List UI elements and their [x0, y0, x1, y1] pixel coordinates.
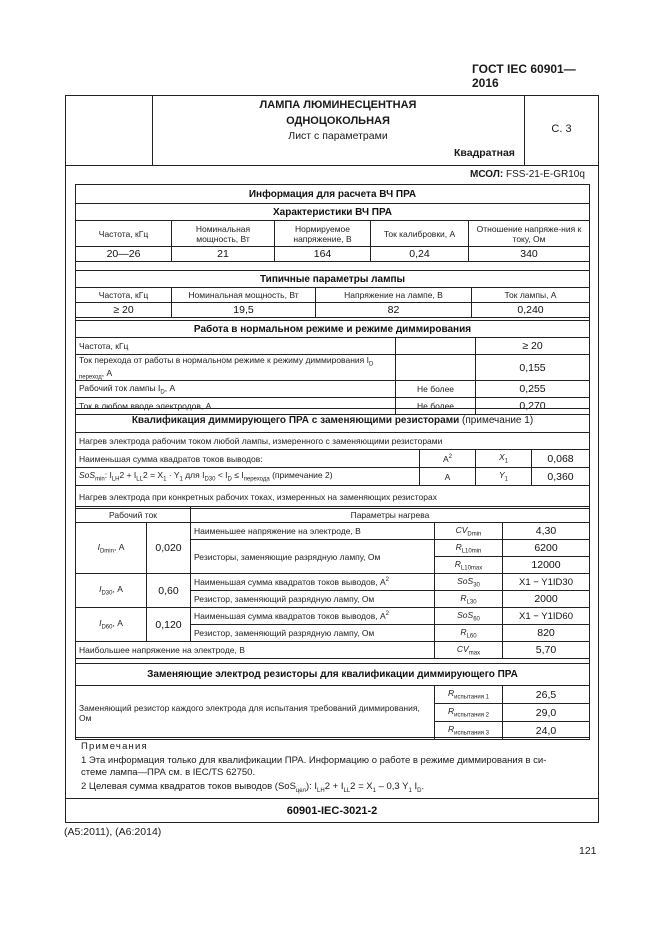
typ-col-frequency: Частота, кГц — [76, 288, 172, 303]
current-idmin-label: $I_{Dmin}$, А — [76, 523, 147, 574]
val-rl10max: 12000 — [503, 557, 590, 574]
sym-r-test3: $R_{испытания 3}$ — [435, 722, 503, 740]
nm-qual-frequency — [396, 338, 476, 355]
heating-col-params: Параметры нагрева — [191, 507, 590, 523]
val-r-test2: 29,0 — [503, 704, 590, 722]
hf-val-voltage: 164 — [275, 247, 371, 262]
max-voltage-desc: Наибольшее напряжение на электроде, В — [76, 642, 435, 659]
sym-rl10min: $R_{L10min}$ — [435, 540, 503, 557]
val-rl10min: 6200 — [503, 540, 590, 557]
hf-col-ratio: Отношение напряже-ния к току, Ом — [469, 221, 590, 247]
typ-val-frequency: ≥ 20 — [76, 303, 172, 318]
val-cvdmin: 4,30 — [503, 523, 590, 540]
unit-a2: $А^2$ — [420, 450, 476, 468]
x1-symbol: $X_1$ — [476, 450, 532, 468]
hf-info-table — [75, 184, 590, 262]
typ-col-voltage: Напряжение на лампе, В — [316, 288, 472, 303]
y1-value: 0,360 — [532, 468, 590, 486]
hf-col-calibration: Ток калибровки, А — [371, 221, 469, 247]
sym-rl60: $R_{L60}$ — [435, 625, 503, 642]
sheet-number: 60901-IEC-3021-2 — [286, 805, 378, 817]
qualification-title: Квалификация диммирующего ПРА с заменяющими резисторами (примечание 1) — [76, 409, 590, 433]
val-rl60: 820 — [503, 625, 590, 642]
heat-desc-rl60: Резистор, заменяющий разрядную лампу, Ом — [191, 625, 435, 642]
val-cvmax: 5,70 — [503, 642, 590, 659]
val-r-test1: 26,5 — [503, 686, 590, 704]
note-2: 2 Целевая сумма квадратов токов выводов (SoS$_{цел}$): $I_{LH}2 + I_{LL}2 = X_1 - 0,3$ $Y_1$ $I_D$. — [81, 781, 425, 794]
nm-val-electrode: 0,270 — [476, 398, 590, 415]
nm-qual-operating: Не более — [396, 381, 476, 398]
heat-desc-cvdmin: Наименьшее напряжение на электроде, В — [191, 523, 435, 540]
current-id30-value: 0,60 — [147, 574, 191, 608]
typ-col-current: Ток лампы, А — [472, 288, 590, 303]
nm-label-transition: Ток перехода от работы в нормальном режиме к режиму диммирования $I_{D переход}$, А — [76, 355, 396, 381]
typical-title: Типичные параметры лампы — [76, 271, 590, 288]
nm-label-electrode: Ток в любом вводе электродов, А — [76, 398, 396, 415]
nm-val-frequency: ≥ 20 — [476, 338, 590, 355]
heat-desc-sos30: Наименьшая сумма квадратов токов выводов, $А^2$ — [191, 574, 435, 591]
heating-table — [75, 506, 590, 659]
current-idmin-value: 0,020 — [147, 523, 191, 574]
sym-cvdmin: $CV_{Dmin}$ — [435, 523, 503, 540]
notes-heading: Примечания — [81, 741, 148, 752]
normal-mode-table — [75, 320, 590, 415]
val-r-test3: 24,0 — [503, 722, 590, 740]
nm-qual-electrode: Не более — [396, 398, 476, 415]
current-id30-label: $I_{D30}$, А — [76, 574, 147, 608]
msol-code — [470, 169, 585, 180]
page-ref: С. 3 — [551, 123, 572, 135]
current-id60-value: 0,120 — [147, 608, 191, 642]
val-rl30: 2000 — [503, 591, 590, 608]
heat-all-lamps: Нагрев электрода рабочим током любой лампы, измеренного с заменяющими резисторами — [76, 433, 590, 450]
heat-specific-currents: Нагрев электрода при конкретных рабочих токах, измеренных на заменяющих резисторах — [76, 486, 590, 509]
nm-val-transition: 0,155 — [476, 355, 590, 381]
hf-col-frequency: Частота, кГц — [76, 221, 172, 247]
nm-label-frequency: Частота, кГц — [76, 338, 396, 355]
hf-val-power: 21 — [172, 247, 275, 262]
hf-info-subtitle: Характеристики ВЧ ПРА — [76, 204, 590, 221]
typ-col-power: Номинальная мощность, Вт — [172, 288, 316, 303]
replacing-table — [75, 663, 590, 740]
sym-sos30: SoS$_{30}$ — [435, 574, 503, 591]
heating-col-current: Рабочий ток — [76, 507, 191, 523]
hf-val-frequency: 20—26 — [76, 247, 172, 262]
val-sos30: X1 − Y1ID30 — [503, 574, 590, 591]
normal-mode-title: Работа в нормальном режиме и режиме диммирования — [76, 321, 590, 338]
hf-col-power: Номинальная мощность, Вт — [172, 221, 275, 247]
min-sum-label: Наименьшая сумма квадратов токов выводов: — [76, 450, 420, 468]
standard-number: ГОСТ IEC 60901—2016 — [472, 62, 576, 90]
amendments: (A5:2011), (A6:2014) — [64, 826, 162, 838]
unit-a: А — [420, 468, 476, 486]
shape-label: Квадратная — [454, 147, 515, 159]
sos-min-formula: SoS$_{min}$: $I_{LH}2 + I_{LL}2 = X_1 \cdot Y_1$ для $I_{D30} < I_D \le I_{перехода}$ (примечание 2) — [76, 468, 420, 486]
sym-sos60: SoS$_{60}$ — [435, 608, 503, 625]
replacing-title: Заменяющие электрод резисторы для квалификации диммирующего ПРА — [76, 664, 590, 686]
hf-val-ratio: 340 — [469, 247, 590, 262]
val-sos60: X1 − Y1ID60 — [503, 608, 590, 625]
hf-col-voltage: Нормируемое напряжение, В — [275, 221, 371, 247]
heat-desc-rl10: Резисторы, заменяющие разрядную лампу, Ом — [191, 540, 435, 574]
nm-label-operating: Рабочий ток лампы $I_D$, А — [76, 381, 396, 398]
title-line3: Лист с параметрами — [288, 130, 388, 142]
qualification-table — [75, 408, 590, 509]
title-line1: ЛАМПА ЛЮМИНЕСЦЕНТНАЯ — [259, 99, 417, 111]
x1-value: 0,068 — [532, 450, 590, 468]
hf-val-calibration: 0,24 — [371, 247, 469, 262]
y1-symbol: $Y_1$ — [476, 468, 532, 486]
nm-val-operating: 0,255 — [476, 381, 590, 398]
sym-cvmax: $CV_{max}$ — [435, 642, 503, 659]
msol-label: МСОЛ: — [470, 169, 504, 180]
sym-rl10max: $R_{L10max}$ — [435, 557, 503, 574]
sym-r-test1: $R_{испытания 1}$ — [435, 686, 503, 704]
heat-desc-rl30: Резистор, заменяющий разрядную лампу, Ом — [191, 591, 435, 608]
nm-qual-transition — [396, 355, 476, 381]
typ-val-voltage: 82 — [316, 303, 472, 318]
typ-val-power: 19,5 — [172, 303, 316, 318]
typical-table — [75, 270, 590, 318]
sym-r-test2: $R_{испытания 2}$ — [435, 704, 503, 722]
title-line2: ОДНОЦОКОЛЬНАЯ — [286, 115, 390, 127]
page-number: 121 — [579, 845, 597, 857]
note-1: 1 Эта информация только для квалификации ПРА. Информацию о работе в режиме диммирования в си- стеме лампа—ПРА см. в IEC/TS 62750. — [81, 755, 547, 778]
sym-rl30: $R_{L30}$ — [435, 591, 503, 608]
msol-value: FSS-21-E-GR10q — [505, 169, 585, 180]
heat-desc-sos60: Наименьшая сумма квадратов токов выводов, $А^2$ — [191, 608, 435, 625]
current-id60-label: $I_{D60}$, А — [76, 608, 147, 642]
replacing-desc: Заменяющий резистор каждого электрода для испытания требований диммирования, Ом — [76, 686, 435, 740]
typ-val-current: 0,240 — [472, 303, 590, 318]
hf-info-title: Информация для расчета ВЧ ПРА — [76, 185, 590, 204]
